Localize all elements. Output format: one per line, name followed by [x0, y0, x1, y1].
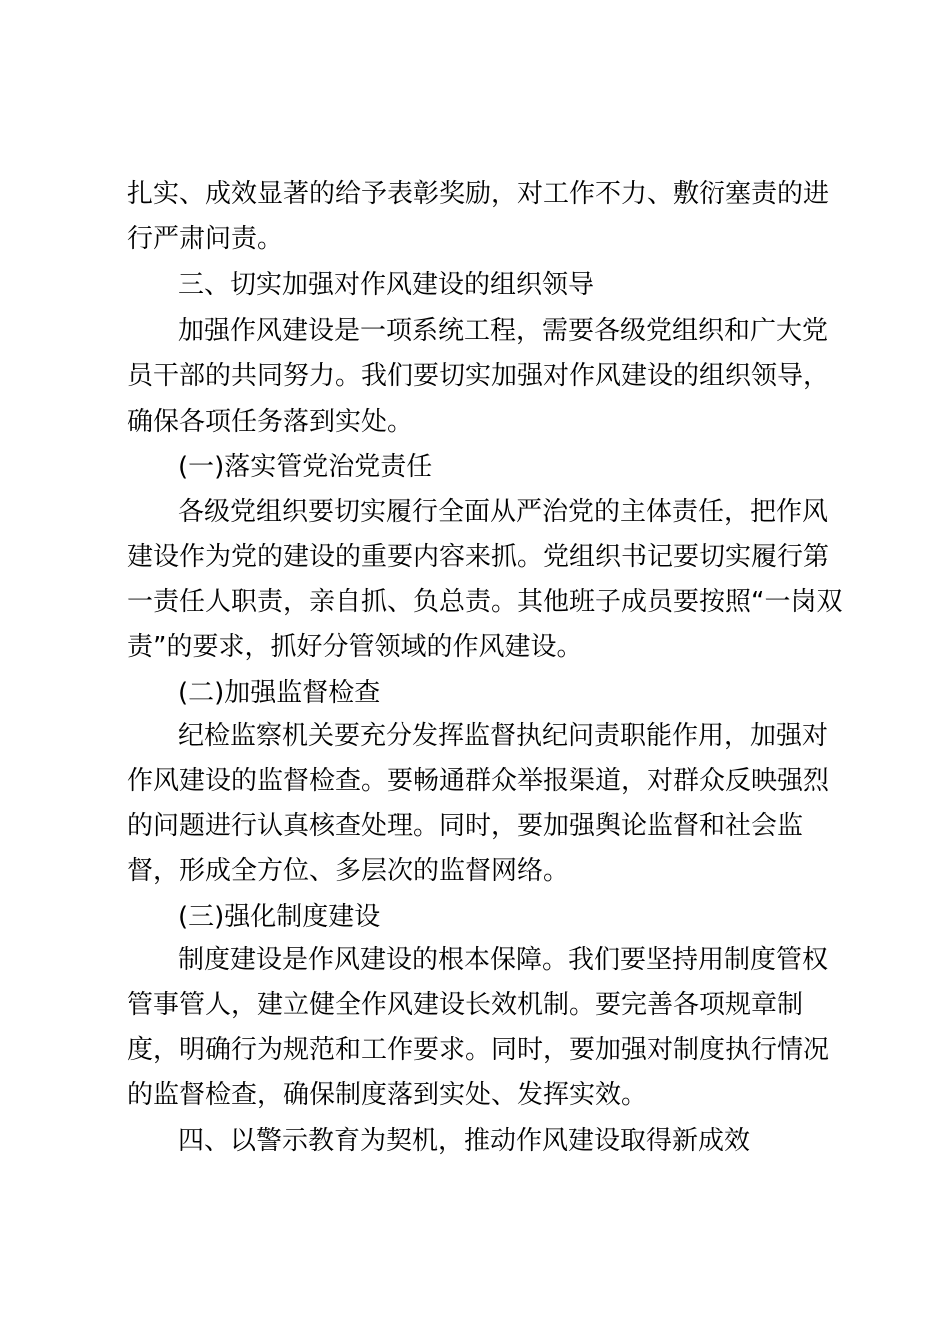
text-line: 加强作风建设是一项系统工程，需要各级党组织和广大党 — [178, 316, 829, 346]
text-line: 制度建设是作风建设的根本保障。我们要坚持用制度管权 — [178, 945, 829, 975]
text-line: 建设作为党的建设的重要内容来抓。党组织书记要切实履行第 — [127, 542, 830, 572]
text-line: 责”的要求，抓好分管领域的作风建设。 — [127, 632, 583, 662]
text-line: 一责任人职责，亲自抓、负总责。其他班子成员要按照“一岗双 — [127, 587, 843, 617]
text-line: 的监督检查，确保制度落到实处、发挥实效。 — [127, 1080, 648, 1110]
text-line: 纪检监察机关要充分发挥监督执纪问责职能作用，加强对 — [178, 721, 829, 751]
text-line: 督，形成全方位、多层次的监督网络。 — [127, 856, 570, 886]
subsection-heading: (二)加强监督检查 — [178, 678, 381, 708]
section-heading: 四、以警示教育为契机，推动作风建设取得新成效 — [178, 1126, 751, 1156]
text-line: 各级党组织要切实履行全面从严治党的主体责任，把作风 — [178, 497, 829, 527]
text-line: 作风建设的监督检查。要畅通群众举报渠道，对群众反映强烈 — [127, 766, 830, 796]
text-line: 扎实、成效显著的给予表彰奖励，对工作不力、敷衍塞责的进 — [127, 179, 830, 209]
text-line: 度，明确行为规范和工作要求。同时，要加强对制度执行情况 — [127, 1035, 830, 1065]
text-line: 的问题进行认真核查处理。同时，要加强舆论监督和社会监 — [127, 811, 804, 841]
subsection-heading: (一)落实管党治党责任 — [178, 452, 433, 482]
text-line: 管事管人，建立健全作风建设长效机制。要完善各项规章制 — [127, 990, 804, 1020]
text-line: 确保各项任务落到实处。 — [127, 407, 414, 437]
text-line: 行严肃问责。 — [127, 224, 284, 254]
subsection-heading: (三)强化制度建设 — [178, 902, 381, 932]
section-heading: 三、切实加强对作风建设的组织领导 — [178, 270, 595, 300]
text-line: 员干部的共同努力。我们要切实加强对作风建设的组织领导， — [127, 361, 830, 391]
